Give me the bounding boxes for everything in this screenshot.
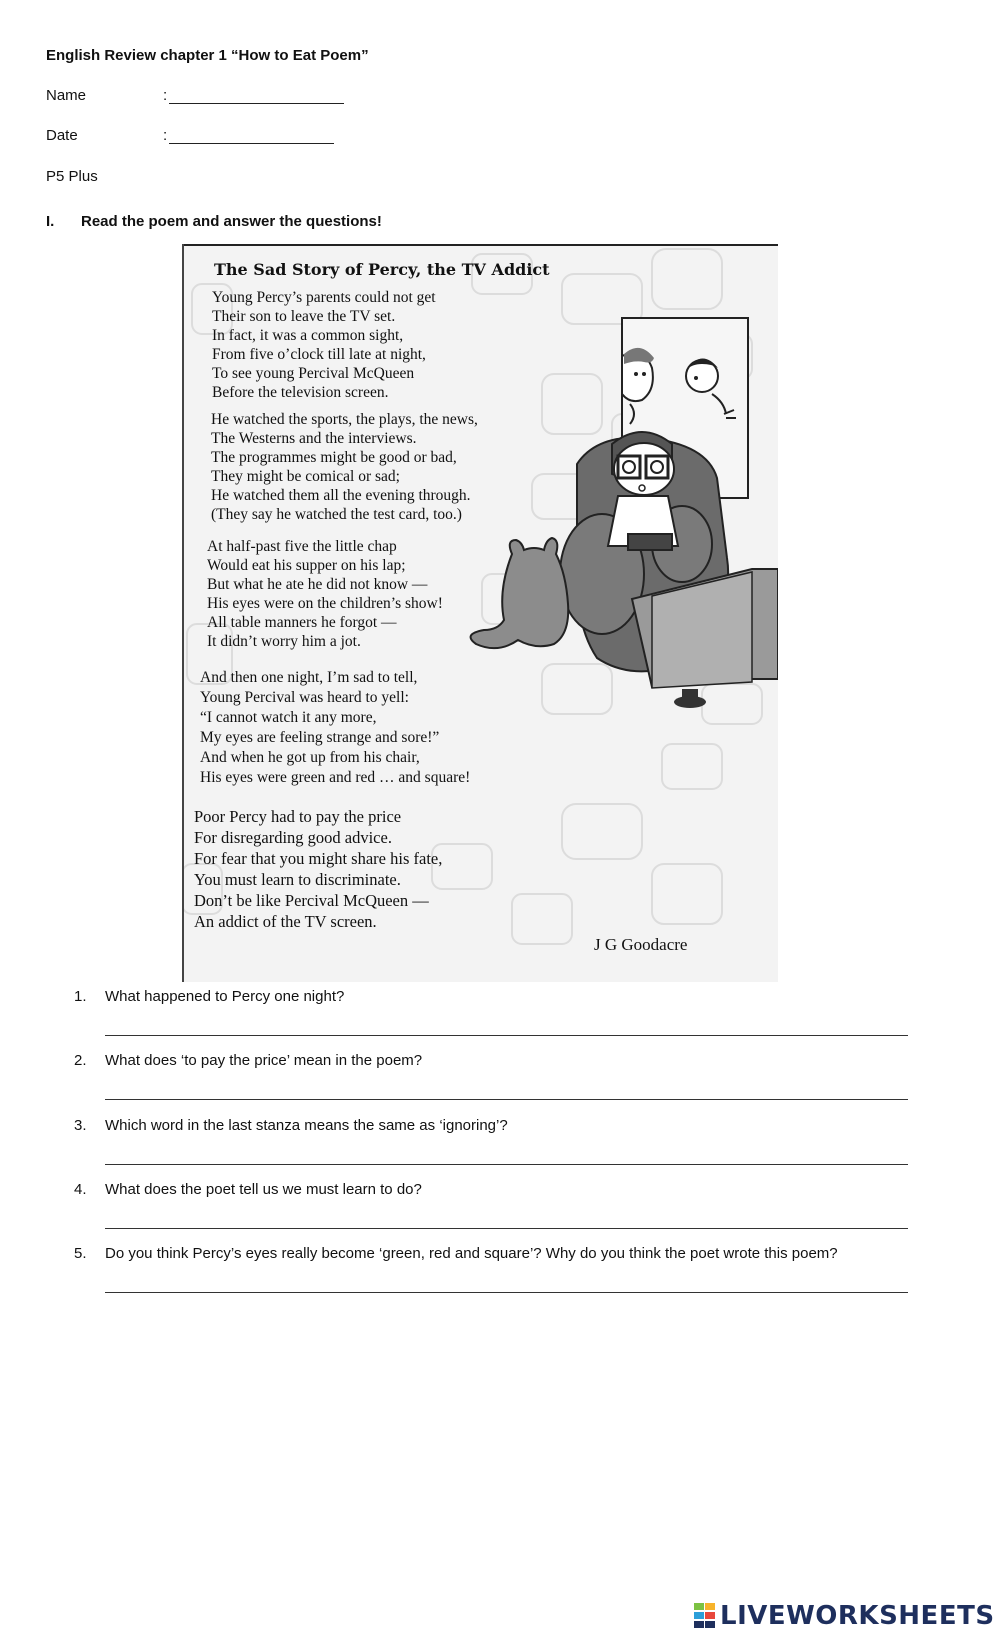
question-2-text: What does ‘to pay the price’ mean in the poem? <box>105 1052 423 1069</box>
poem-line: Young Percy’s parents could not get <box>212 289 436 306</box>
date-colon: : <box>163 127 168 144</box>
name-colon: : <box>163 87 168 104</box>
section-instruction: Read the poem and answer the questions! <box>81 213 382 230</box>
poem-line: And when he got up from his chair, <box>200 749 420 766</box>
question-2-number: 2. <box>74 1052 87 1069</box>
poem-line: From five o’clock till late at night, <box>212 346 426 363</box>
question-1-answer-line[interactable] <box>105 1035 908 1036</box>
poem-stanza-3 <box>207 537 443 651</box>
poem-line: He watched the sports, the plays, the news, <box>211 411 478 428</box>
question-4-text: What does the poet tell us we must learn to do? <box>105 1181 422 1198</box>
poem-line: To see young Percival McQueen <box>212 365 415 382</box>
question-1-number: 1. <box>74 988 87 1005</box>
question-3-answer-line[interactable] <box>105 1164 908 1165</box>
poem-line: The programmes might be good or bad, <box>211 449 457 466</box>
liveworksheets-logo-text: LIVEWORKSHEETS <box>720 1601 995 1631</box>
poem-line: Don’t be like Percival McQueen — <box>194 891 429 910</box>
question-1-text: What happened to Percy one night? <box>105 988 345 1005</box>
liveworksheets-logo[interactable] <box>694 1600 995 1632</box>
poem-line: Would eat his supper on his lap; <box>207 557 406 574</box>
section-number: I. <box>46 213 55 230</box>
question-5-text: Do you think Percy’s eyes really become ‘green, red and square’? Why do you think the poet wrote this poem? <box>105 1245 838 1262</box>
poem-stanza-1 <box>212 288 436 402</box>
poem-line: Before the television screen. <box>212 384 389 401</box>
cat <box>471 538 569 648</box>
poem-line: Young Percival was heard to yell: <box>200 689 409 706</box>
question-4-answer-line[interactable] <box>105 1228 908 1229</box>
question-4-number: 4. <box>74 1181 87 1198</box>
poem-line: It didn’t worry him a jot. <box>207 633 361 650</box>
poem-line: For fear that you might share his fate, <box>194 849 443 868</box>
poem-line: In fact, it was a common sight, <box>212 327 404 344</box>
question-5-number: 5. <box>74 1245 87 1262</box>
name-answer-line[interactable] <box>169 102 344 104</box>
poem-line: Poor Percy had to pay the price <box>194 807 402 826</box>
question-3-text: Which word in the last stanza means the same as ‘ignoring’? <box>105 1117 508 1134</box>
poem-line: His eyes were green and red … and square! <box>200 769 471 786</box>
question-2-answer-line[interactable] <box>105 1099 908 1100</box>
question-3-number: 3. <box>74 1117 87 1134</box>
poem-stanza-2 <box>211 410 478 524</box>
question-5-answer-line[interactable] <box>105 1292 908 1293</box>
date-answer-line[interactable] <box>169 142 334 144</box>
poem-left-border <box>182 244 184 982</box>
poem-line: Their son to leave the TV set. <box>212 308 396 325</box>
page-title: English Review chapter 1 “How to Eat Poem” <box>46 47 369 64</box>
poem-line: An addict of the TV screen. <box>194 912 377 931</box>
poem-line: “I cannot watch it any more, <box>200 709 377 726</box>
poem-line: He watched them all the evening through. <box>211 487 471 504</box>
poem-line: At half-past five the little chap <box>207 538 397 555</box>
poem-line: But what he ate he did not know — <box>207 576 428 593</box>
date-label: Date <box>46 127 78 144</box>
poem-line: And then one night, I’m sad to tell, <box>200 669 418 686</box>
name-label: Name <box>46 87 87 104</box>
poem-stanza-5 <box>194 806 442 932</box>
poem-line: (They say he watched the test card, too.) <box>211 506 462 523</box>
poem-line: The Westerns and the interviews. <box>211 430 417 447</box>
poem-panel <box>182 244 778 982</box>
poem-author: J G Goodacre <box>594 935 688 954</box>
poem-line: His eyes were on the children’s show! <box>207 595 443 612</box>
poem-title: The Sad Story of Percy, the TV Addict <box>214 260 550 279</box>
poem-stanza-4 <box>200 668 470 788</box>
poem-top-border <box>182 244 778 246</box>
poem-line: All table manners he forgot — <box>207 614 397 631</box>
poem-line: You must learn to discriminate. <box>194 870 401 889</box>
liveworksheets-logo-icon <box>694 1603 716 1629</box>
poem-line: They might be comical or sad; <box>211 468 400 485</box>
poem-line: My eyes are feeling strange and sore!” <box>200 729 440 746</box>
class-label: P5 Plus <box>46 168 98 185</box>
poem-line: For disregarding good advice. <box>194 828 392 847</box>
